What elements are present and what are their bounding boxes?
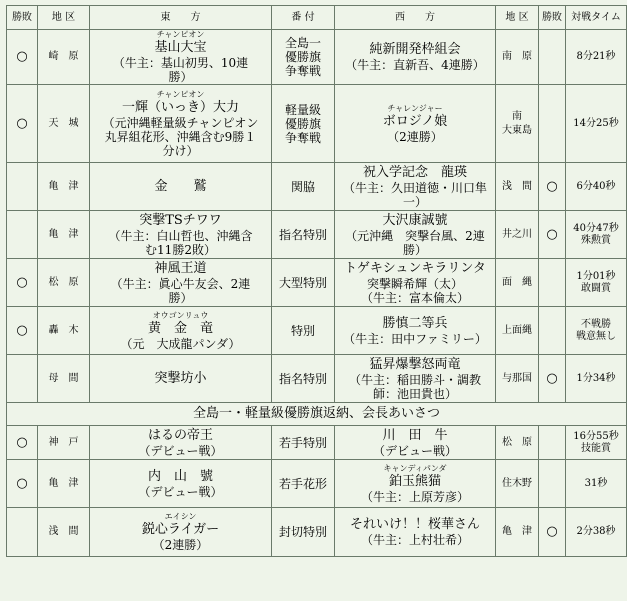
rank-line: 若手特別: [278, 435, 327, 450]
west-area-line: 住木野: [502, 477, 532, 489]
west-area: [496, 211, 539, 259]
west-area: [496, 85, 539, 163]
east-area: 亀 津: [38, 211, 90, 259]
east-area: 松 原: [38, 259, 90, 307]
west-entry: [335, 508, 496, 557]
east-entry: [90, 508, 272, 557]
east-entry-line: 丸昇組花形、沖縄含む9勝１: [104, 129, 257, 144]
west-area-line: 井之川: [502, 228, 532, 240]
bout-row: [7, 259, 627, 307]
east-entry-line: （牛主：基山初男、10連: [112, 56, 249, 70]
bout-time: [566, 307, 627, 355]
bout-row: [7, 211, 627, 259]
bout-time-line: 16分55秒: [573, 430, 619, 442]
west-entry-line: 勝）: [402, 242, 427, 257]
west-entry-line: ボロジノ娘: [382, 113, 448, 129]
west-entry-line: （牛主：上原芳彦）: [360, 489, 469, 504]
west-area-line: 浅 間: [502, 180, 532, 192]
interlude-row: [7, 403, 627, 426]
east-result-mark: ○: [7, 307, 38, 355]
bout-time-line: 2分38秒: [576, 526, 616, 537]
west-entry: [335, 307, 496, 355]
east-entry: [90, 259, 272, 307]
east-entry: [90, 163, 272, 211]
east-entry-line: （デビュー戦）: [138, 443, 223, 458]
west-entry-line: 一）: [402, 194, 427, 209]
rank-line: 関脇: [290, 179, 315, 194]
west-area: [496, 355, 539, 403]
east-entry: [90, 355, 272, 403]
west-entry-line: 師：池田貴也）: [372, 386, 457, 401]
east-entry-line: 突撃TSチワワ: [139, 212, 222, 228]
west-area: [496, 426, 539, 460]
bout-time: [566, 355, 627, 403]
west-entry-line: （牛主：富本倫太）: [360, 290, 469, 305]
bout-time-line: 8分21秒: [576, 51, 616, 62]
east-result-mark: [7, 211, 38, 259]
bout-time-line: 31秒: [584, 477, 608, 489]
bout-time: [566, 30, 627, 85]
east-result-mark: ○: [7, 426, 38, 460]
east-result-mark: [7, 163, 38, 211]
west-entry: [335, 85, 496, 163]
rank-line: 優勝旗: [284, 50, 321, 64]
bout-time-line: 40分47秒: [573, 222, 619, 234]
bout-time-line: 6分40秒: [576, 180, 616, 192]
east-entry-line: （2連勝）: [152, 538, 209, 552]
bout-time: [566, 426, 627, 460]
east-result-mark: ○: [7, 30, 38, 85]
east-entry-line: 神風王道: [154, 260, 207, 276]
west-entry-line: （牛主：田中ファミリー）: [343, 331, 487, 346]
east-entry-line: チャンピオン: [156, 89, 205, 99]
west-entry-line: （牛主：直新吾、4連勝）: [345, 58, 485, 72]
west-entry: [335, 211, 496, 259]
west-entry-line: 鉑玉熊猫: [388, 473, 441, 489]
east-entry-line: 一輝（いっき）大力: [121, 99, 239, 115]
rank: [272, 355, 335, 403]
east-entry-line: 勝）: [168, 290, 193, 305]
west-entry: [335, 355, 496, 403]
east-entry-line: 鋭心ライガー: [141, 522, 220, 537]
east-entry-line: （牛主：眞心牛友会、2連: [110, 276, 251, 291]
bout-time-line: 技能賞: [581, 442, 611, 454]
west-entry-line: 純新開発枠組会: [369, 42, 461, 57]
east-entry-line: 突撃坊小: [154, 370, 207, 386]
west-entry-line: 祝入学記念 龍瑛: [362, 164, 467, 180]
bout-row: [7, 426, 627, 460]
west-entry: [335, 259, 496, 307]
west-entry: [335, 460, 496, 508]
west-entry-line: 猛昇爆撃怒両竜: [369, 356, 461, 372]
west-area-line: 亀 津: [502, 526, 532, 537]
west-entry-line: 突撃瞬希輝（太）: [366, 276, 463, 291]
bout-row: [7, 355, 627, 403]
west-entry-line: （デビュー戦）: [372, 443, 457, 458]
bout-time-line: 戦意無し: [576, 330, 616, 342]
west-area-line: 上面縄: [502, 324, 532, 336]
east-area: 亀 津: [38, 163, 90, 211]
rank-line: 争奪戦: [284, 64, 321, 78]
east-entry-line: 勝）: [168, 70, 193, 84]
header-east: 東 方: [90, 6, 272, 30]
west-entry: [335, 30, 496, 85]
rank: [272, 307, 335, 355]
east-result-mark: [7, 355, 38, 403]
east-entry: [90, 460, 272, 508]
bout-row: [7, 460, 627, 508]
west-area: [496, 259, 539, 307]
east-entry-line: チャンピオン: [156, 30, 205, 39]
rank-line: 争奪戦: [284, 130, 321, 145]
east-entry: [90, 307, 272, 355]
west-area: [496, 508, 539, 557]
west-area-line: 南 原: [502, 51, 532, 62]
west-area: [496, 163, 539, 211]
east-entry-line: （デビュー戦）: [138, 484, 223, 499]
west-result-mark: [539, 259, 566, 307]
east-entry-line: はるの帝王: [147, 427, 213, 443]
west-entry-line: トゲキシュンキラリンタ: [344, 260, 486, 276]
bout-row: [7, 85, 627, 163]
west-entry-line: （牛主：稲田勝斗・調教: [348, 372, 481, 387]
rank-line: 若手花形: [278, 476, 327, 491]
west-result-mark: [539, 85, 566, 163]
rank-line: 封切特別: [278, 525, 327, 539]
rank: [272, 163, 335, 211]
east-area: 母 間: [38, 355, 90, 403]
west-area-line: 面 縄: [502, 276, 532, 288]
east-entry-line: 黄 金 竜: [147, 320, 213, 336]
header-time: 対戦タイム: [566, 6, 627, 30]
west-result-mark: [539, 426, 566, 460]
east-entry-line: （元沖縄軽量級チャンピオン: [102, 115, 259, 130]
bout-time-line: 14分25秒: [573, 117, 619, 129]
west-entry-line: （元沖縄 突撃台風、2連: [345, 228, 485, 243]
east-entry-line: 金 鷲: [154, 178, 207, 194]
west-entry: [335, 426, 496, 460]
east-result-mark: ○: [7, 85, 38, 163]
bout-time-line: 1分01秒: [576, 270, 616, 282]
rank: [272, 460, 335, 508]
west-result-mark: [539, 307, 566, 355]
rank-line: 特別: [290, 323, 315, 338]
rank: [272, 259, 335, 307]
west-entry-line: 勝慎二等兵: [382, 315, 448, 331]
rank: [272, 508, 335, 557]
east-area: 轟 木: [38, 307, 90, 355]
header-east-result: 勝敗: [7, 6, 38, 30]
west-result-mark: ○: [539, 163, 566, 211]
east-entry-line: エイシン: [164, 512, 197, 521]
bout-time-line: 不戦勝: [581, 318, 611, 330]
east-result-mark: ○: [7, 259, 38, 307]
east-entry: [90, 426, 272, 460]
west-area: [496, 460, 539, 508]
east-area: 崎 原: [38, 30, 90, 85]
west-entry-line: （2連勝）: [387, 129, 443, 144]
east-entry-line: 分け）: [162, 143, 199, 158]
rank-line: 指名特別: [278, 227, 327, 242]
bout-time: [566, 508, 627, 557]
east-result-mark: ○: [7, 460, 38, 508]
header-west-result: 勝敗: [539, 6, 566, 30]
east-entry-line: む11勝2敗）: [145, 242, 216, 257]
east-area: 天 城: [38, 85, 90, 163]
rank-line: 大型特別: [278, 275, 327, 290]
rank: [272, 426, 335, 460]
header-rank: 番 付: [272, 6, 335, 30]
header-west-area: 地 区: [496, 6, 539, 30]
bout-time: [566, 163, 627, 211]
east-area: 亀 津: [38, 460, 90, 508]
west-result-mark: [539, 30, 566, 85]
east-area: 神 戸: [38, 426, 90, 460]
west-entry-line: 大沢康誠號: [382, 212, 448, 228]
bout-row: [7, 508, 627, 557]
bout-time-line: 敢闘賞: [581, 282, 611, 294]
west-result-mark: [539, 460, 566, 508]
bout-time: [566, 85, 627, 163]
west-entry: [335, 163, 496, 211]
west-entry-line: チャレンジャー: [387, 103, 443, 113]
west-area-line: 与那国: [502, 372, 532, 384]
west-area: [496, 30, 539, 85]
west-entry-line: 川 田 牛: [382, 427, 448, 443]
bout-time: [566, 460, 627, 508]
west-result-mark: ○: [539, 508, 566, 557]
east-entry-line: （元 大成龍パンダ）: [120, 336, 241, 351]
east-entry-line: オウゴンリュウ: [152, 310, 209, 320]
bout-time-line: 殊勲賞: [581, 234, 611, 246]
east-entry-line: 基山大宝: [154, 40, 207, 55]
rank: [272, 30, 335, 85]
rank-line: 指名特別: [278, 371, 327, 386]
west-entry-line: キャンディパンダ: [383, 463, 447, 473]
bout-time-line: 1分34秒: [576, 372, 616, 384]
west-area-line: 松 原: [502, 436, 532, 448]
west-result-mark: ○: [539, 211, 566, 259]
interlude-text: 全島一・軽量級優勝旗返納、会長あいさつ: [7, 403, 627, 426]
rank-line: 優勝旗: [284, 116, 321, 131]
east-entry-line: 内 山 號: [147, 468, 213, 484]
bout-row: [7, 307, 627, 355]
bout-row: [7, 30, 627, 85]
header-west: 西 方: [335, 6, 496, 30]
west-entry-line: それいけ！！桜華さん: [349, 517, 480, 532]
east-entry-line: （牛主：白山哲也、沖縄含: [108, 228, 253, 243]
east-entry: [90, 30, 272, 85]
west-entry-line: （牛主：久田道徳・川口隼: [342, 180, 487, 195]
east-result-mark: [7, 508, 38, 557]
table-header-row: [7, 6, 627, 30]
east-area: 浅 間: [38, 508, 90, 557]
west-area: [496, 307, 539, 355]
bout-time: [566, 211, 627, 259]
header-east-area: 地 区: [38, 6, 90, 30]
west-area-line: 南: [512, 110, 522, 122]
west-area-line: 大東島: [502, 124, 532, 136]
rank: [272, 211, 335, 259]
east-entry: [90, 211, 272, 259]
rank-line: 全島一: [284, 36, 321, 50]
bout-row: [7, 163, 627, 211]
bout-results-table: [6, 5, 627, 557]
east-entry: [90, 85, 272, 163]
west-result-mark: ○: [539, 355, 566, 403]
rank: [272, 85, 335, 163]
bout-time: [566, 259, 627, 307]
rank-line: 軽量級: [284, 102, 321, 117]
west-entry-line: （牛主：上村壮希）: [360, 533, 469, 547]
